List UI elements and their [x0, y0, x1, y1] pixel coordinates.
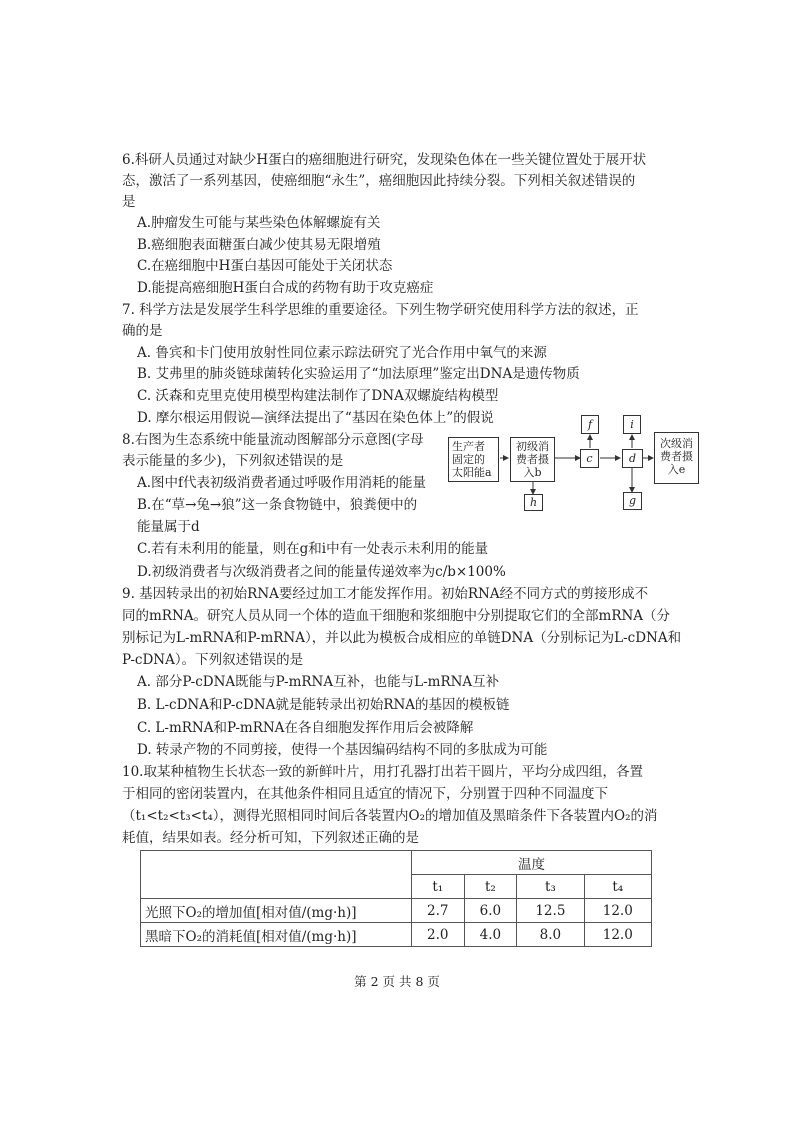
secondary-label-1: 次级消 — [660, 437, 693, 450]
primary-label-1: 初级消 — [516, 440, 549, 453]
results-table — [140, 850, 652, 947]
table-cell: 6.0 — [464, 899, 517, 923]
table-cell: 2.0 — [412, 923, 465, 947]
secondary-label-3: 入e — [667, 463, 686, 476]
q6-option-b: B.癌细胞表面糖蛋白减少使其易无限增殖 — [137, 237, 381, 253]
table-cell: 12.5 — [517, 899, 584, 923]
q6-option-a: A.肿瘤发生可能与某些染色体解螺旋有关 — [137, 215, 381, 231]
producer-label-3: 太阳能a — [452, 466, 492, 479]
table-cell: 4.0 — [464, 923, 517, 947]
secondary-consumer-box — [654, 432, 699, 484]
table-row-label: 光照下O₂的增加值[相对值/(mg·h)] — [141, 899, 412, 923]
q8-stem-line1: 8.右图为生态系统中能量流动图解部分示意图(字母 — [122, 432, 424, 448]
table-header-t3: t₃ — [517, 875, 584, 899]
q6-stem-line1: 6.科研人员通过对缺少H蛋白的癌细胞进行研究，发现染色体在一些关键位置处于展开状 — [122, 152, 647, 168]
q10-stem-line1: 10.取某种植物生长状态一致的新鲜叶片，用打孔器打出若干圆片，平均分成四组，各置 — [122, 764, 643, 780]
producer-label-2: 固定的 — [452, 453, 485, 466]
q7-option-b: B. 艾弗里的肺炎链球菌转化实验运用了“加法原理”鉴定出DNA是遗传物质 — [137, 366, 580, 382]
q9-stem-line1: 9. 基因转录出的初始RNA要经过加工才能发挥作用。初始RNA经不同方式的剪接形成不 — [122, 586, 649, 602]
table-cell: 8.0 — [517, 923, 584, 947]
table-header-t4: t₄ — [584, 875, 651, 899]
table-header-temperature: 温度 — [412, 851, 652, 875]
primary-label-3: 入b — [523, 466, 542, 479]
box-c: c — [580, 449, 599, 468]
q6-stem-line2: 态，激活了一系列基因，使癌细胞“永生”，癌细胞因此持续分裂。下列相关叙述错误的 — [122, 173, 636, 189]
q7-option-c: C. 沃森和克里克使用模型构建法制作了DNA双螺旋结构模型 — [137, 388, 499, 404]
q6-stem-line3: 是 — [122, 194, 136, 210]
table-cell: 12.0 — [584, 899, 651, 923]
q9-stem-line3: 别标记为L-mRNA和P-mRNA），并以此为模板合成相应的单链DNA（分别标记为L-cDNA和 — [122, 630, 682, 646]
secondary-label-2: 费者摄 — [660, 450, 693, 463]
q8-option-b-line1: B.在“草→兔→狼”这一条食物链中，狼粪便中的 — [137, 497, 418, 513]
q10-stem-line2: 于相同的密闭装置内，在其他条件相同且适宜的情况下，分别置于四种不同温度下 — [122, 786, 608, 802]
q9-option-a: A. 部分P-cDNA既能与P-mRNA互补，也能与L-mRNA互补 — [137, 674, 500, 690]
box-i: i — [623, 415, 641, 434]
q7-stem-line1: 7. 科学方法是发展学生科学思维的重要途径。下列生物学研究使用科学方法的叙述，正 — [122, 302, 639, 318]
table-header-t1: t₁ — [412, 875, 465, 899]
box-h: h — [524, 494, 543, 511]
producer-box — [448, 437, 499, 482]
q9-option-b: B. L-cDNA和P-cDNA就是能转录出初始RNA的基因的模板链 — [137, 697, 510, 713]
table-cell: 2.7 — [412, 899, 465, 923]
q9-option-c: C. L-mRNA和P-mRNA在各自细胞发挥作用后会被降解 — [137, 720, 474, 736]
primary-consumer-box — [510, 437, 555, 482]
table-cell: 12.0 — [584, 923, 651, 947]
q8-option-d: D.初级消费者与次级消费者之间的能量传递效率为c/b×100% — [137, 564, 506, 580]
table-row-label: 黑暗下O₂的消耗值[相对值/(mg·h)] — [141, 923, 412, 947]
primary-label-2: 费者摄 — [516, 453, 549, 466]
q8-stem-line2: 表示能量的多少)，下列叙述错误的是 — [122, 453, 344, 469]
q8-option-a: A.图中f代表初级消费者通过呼吸作用消耗的能量 — [137, 475, 427, 491]
table-row — [141, 923, 652, 947]
q9-stem-line2: 同的mRNA。研究人员从同一个体的造血干细胞和浆细胞中分别提取它们的全部mRNA（分 — [122, 608, 671, 624]
box-g: g — [623, 492, 642, 510]
q8-option-c: C.若有未利用的能量，则在g和i中有一处表示未利用的能量 — [137, 541, 489, 557]
q6-option-d: D.能提高癌细胞H蛋白合成的药物有助于攻克癌症 — [137, 280, 434, 296]
table-row — [141, 851, 652, 875]
q8-option-b-line2: 能量属于d — [137, 519, 200, 535]
q7-option-d: D. 摩尔根运用假说—演绎法提出了“基因在染色体上”的假说 — [137, 410, 494, 426]
table-row — [141, 899, 652, 923]
table-header-t2: t₂ — [464, 875, 517, 899]
q9-stem-line4: P-cDNA）。下列叙述错误的是 — [122, 652, 304, 668]
producer-label-1: 生产者 — [452, 440, 485, 453]
table-corner-cell — [141, 851, 412, 899]
page-footer: 第 2 页 共 8 页 — [354, 974, 440, 989]
q9-option-d: D. 转录产物的不同剪接，使得一个基因编码结构不同的多肽成为可能 — [137, 742, 548, 758]
q6-option-c: C.在癌细胞中H蛋白基因可能处于关闭状态 — [137, 258, 393, 274]
q7-option-a: A. 鲁宾和卡门使用放射性同位素示踪法研究了光合作用中氧气的来源 — [137, 345, 547, 361]
q10-stem-line3: （t₁<t₂<t₃<t₄），测得光照相同时间后各装置内O₂的增加值及黑暗条件下各装置内O₂的消 — [122, 808, 658, 824]
box-d: d — [622, 449, 643, 468]
q10-stem-line4: 耗值，结果如表。经分析可知，下列叙述正确的是 — [122, 830, 419, 846]
box-f: f — [581, 415, 599, 434]
q7-stem-line2: 确的是 — [122, 323, 163, 339]
